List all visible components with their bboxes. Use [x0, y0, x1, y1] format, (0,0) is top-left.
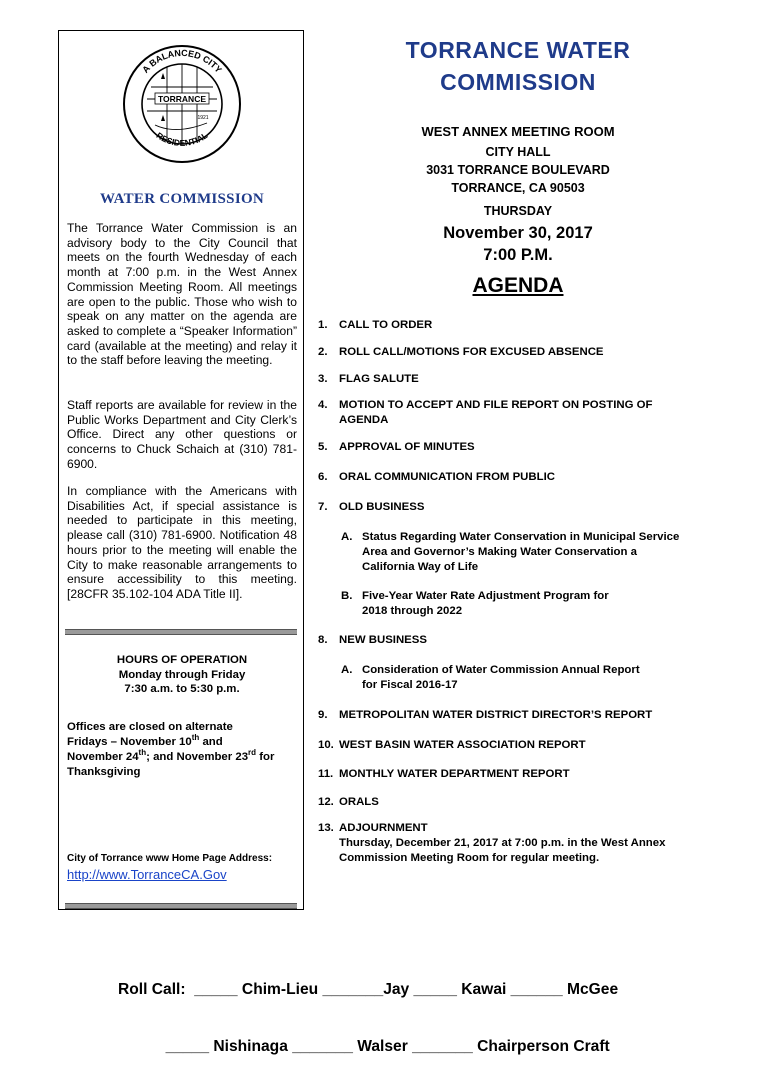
subitem-line: for Fiscal 2016-17 — [362, 678, 458, 691]
item-number: 11. — [318, 768, 334, 780]
item-text: FLAG SALUTE — [339, 373, 419, 385]
sidebar-bottom-divider — [65, 903, 297, 909]
item-text: OLD BUSINESS — [339, 501, 425, 513]
subitem-line: Area and Governor’s Making Water Conservation a — [362, 545, 637, 558]
agenda-heading: AGENDA — [472, 274, 564, 297]
ordinal-suffix: th — [191, 733, 200, 743]
seal-ring-top: A BALANCED CITY — [140, 47, 224, 75]
item-number: 4. — [318, 399, 328, 411]
hours-of-operation — [65, 653, 299, 697]
seal-ring-bottom: RESIDENTIAL — [154, 130, 210, 148]
subitem-letter: A. — [341, 664, 353, 676]
subitem-letter: B. — [341, 590, 353, 602]
address-line: TORRANCE, CA 90503 — [451, 181, 585, 195]
closure-line — [67, 735, 299, 750]
item-text: ROLL CALL/MOTIONS FOR EXCUSED ABSENCE — [339, 346, 604, 358]
ordinal-suffix: rd — [248, 748, 257, 758]
adjournment-line: Thursday, December 21, 2017 at 7:00 p.m. in the West Annex — [339, 837, 666, 849]
meeting-address — [318, 143, 718, 197]
closure-text: November 24 — [67, 751, 139, 763]
closure-text: and — [199, 736, 223, 748]
item-number: 12. — [318, 796, 334, 808]
sidebar-panel — [58, 30, 304, 910]
water-commission-heading: WATER COMMISSION — [99, 191, 265, 207]
address-line: 3031 TORRANCE BOULEVARD — [426, 163, 610, 177]
subitem-text — [362, 530, 742, 574]
adjournment-line: Commission Meeting Room for regular meeting. — [339, 851, 600, 864]
hours-heading: HOURS OF OPERATION — [116, 654, 248, 666]
subitem-line: Status Regarding Water Conservation in Municipal Service — [362, 531, 680, 543]
roll-call-line: Roll Call: _____ Chim-Lieu _______Jay _____ Kawai ______ McGee — [118, 981, 619, 998]
address-line: CITY HALL — [485, 145, 551, 159]
adjournment-text — [339, 836, 709, 865]
homepage-link[interactable]: http://www.TorranceCA.Gov — [67, 867, 227, 882]
hours-days: Monday through Friday — [118, 668, 246, 681]
item-number: 6. — [318, 471, 328, 483]
homepage-label: City of Torrance www Home Page Address: — [67, 853, 273, 864]
closure-text: for — [256, 751, 275, 763]
roll-call-line: _____ Nishinaga _______ Walser _______ Chairperson Craft — [118, 1038, 610, 1055]
meeting-weekday: THURSDAY — [483, 204, 553, 218]
item-number: 7. — [318, 501, 328, 513]
subitem-line: 2018 through 2022 — [362, 604, 463, 617]
item-text: METROPOLITAN WATER DISTRICT DIRECTOR’S REPORT — [339, 709, 653, 721]
page-title — [318, 34, 718, 98]
closure-line: Offices are closed on alternate — [67, 721, 233, 733]
closure-text: Fridays – November 10 — [67, 736, 192, 748]
meeting-date: November 30, 2017 — [443, 224, 593, 242]
item-number: 5. — [318, 441, 328, 453]
meeting-room: WEST ANNEX MEETING ROOM — [421, 124, 615, 139]
item-text: APPROVAL OF MINUTES — [339, 441, 475, 453]
item-text: CALL TO ORDER — [339, 319, 433, 331]
subitem-text — [362, 663, 742, 693]
closure-line — [67, 750, 299, 765]
closure-text: ; and November 23 — [146, 751, 249, 763]
hours-times: 7:30 a.m. to 5:30 p.m. — [124, 683, 240, 695]
item-text: MONTHLY WATER DEPARTMENT REPORT — [339, 768, 570, 780]
subitem-text — [362, 589, 742, 619]
office-closure-notice — [67, 720, 299, 780]
seal-city-name: TORRANCE — [157, 94, 207, 104]
commission-description: The Torrance Water Commission is an advisory body to the City Council that meets on the fourth Wednesday of each month at 7:00 p.m. in the West Annex Commission Meeting Room. All meetings are open to the public. Those who wish to speak on any matter on the agenda are asked to complete a “Speaker Information” card (available at the meeting) and relay it to the staff before leaving the meeting. — [67, 221, 297, 368]
item-number: 1. — [318, 319, 328, 331]
meeting-date-time — [318, 222, 718, 266]
meeting-time: 7:00 P.M. — [483, 246, 553, 264]
item-number: 3. — [318, 373, 328, 385]
ada-compliance-text: In compliance with the Americans with Disabilities Act, if special assistance is needed to participate in this meeting, please call (310) 781-6900. Notification 48 hours prior to the meeting will enable the City to make reasonable arrangements to ensure accessibility to this meeting. [28CFR 35.102-104 ADA Title II]. — [67, 484, 297, 601]
sidebar-divider — [65, 629, 297, 635]
title-line: COMMISSION — [440, 69, 596, 95]
item-text: ADJOURNMENT — [339, 822, 428, 834]
title-line: TORRANCE WATER — [405, 37, 631, 63]
subitem-line: Consideration of Water Commission Annual Report — [362, 664, 640, 676]
item-text: MOTION TO ACCEPT AND FILE REPORT ON POSTING OF AGENDA — [339, 399, 653, 426]
closure-line: Thanksgiving — [67, 766, 141, 778]
item-text: WEST BASIN WATER ASSOCIATION REPORT — [339, 739, 586, 751]
staff-reports-text: Staff reports are available for review in the Public Works Department and City Clerk’s Office. Direct any other questions or concerns to Chuck Schaich at (310) 781-6900. — [67, 398, 297, 471]
item-text: ORALS — [339, 796, 379, 808]
subitem-line: California Way of Life — [362, 560, 479, 573]
item-number: 2. — [318, 346, 328, 358]
city-seal-icon — [121, 43, 243, 165]
item-number: 8. — [318, 634, 328, 646]
seal-year: 1921 — [197, 115, 209, 121]
ordinal-suffix: th — [138, 748, 147, 758]
item-number: 9. — [318, 709, 328, 721]
subitem-line: Five-Year Water Rate Adjustment Program for — [362, 590, 609, 602]
item-text: ORAL COMMUNICATION FROM PUBLIC — [339, 471, 555, 483]
roll-call — [118, 942, 618, 1075]
item-number: 13. — [318, 822, 334, 834]
item-text: NEW BUSINESS — [339, 634, 427, 646]
subitem-letter: A. — [341, 531, 353, 543]
item-number: 10. — [318, 739, 334, 751]
